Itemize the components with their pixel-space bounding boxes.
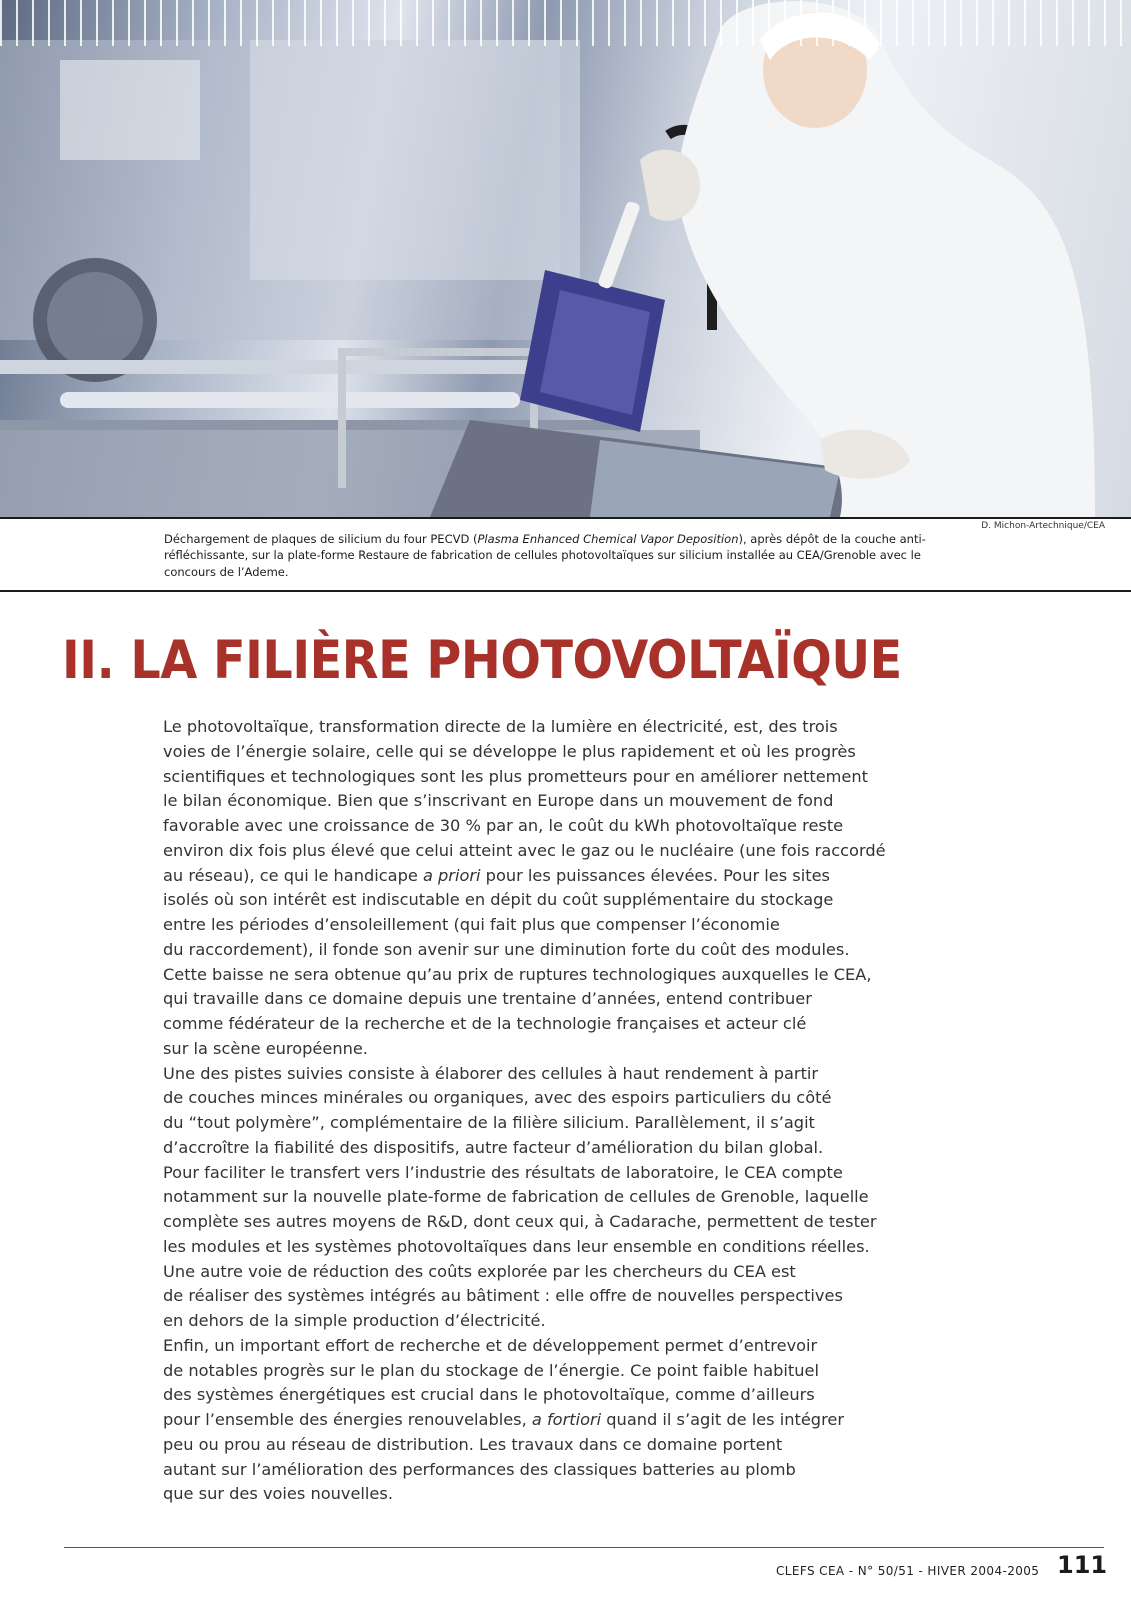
body-line: le bilan économique. Bien que s’inscrivant en Europe dans un mouvement de fond — [163, 791, 834, 811]
photo-caption — [164, 531, 944, 580]
body-line: qui travaille dans ce domaine depuis une trentaine d’années, entend contribuer — [163, 989, 812, 1009]
caption-text-italic: Plasma Enhanced Chemical Vapor Deposition — [477, 532, 739, 546]
body-line: en dehors de la simple production d’électricité. — [163, 1311, 546, 1330]
body-line: Une des pistes suivies consiste à élaborer des cellules à haut rendement à partir — [163, 1063, 819, 1083]
body-line: au réseau), ce qui le handicape a priori pour les puissances élevées. Pour les sites — [163, 865, 830, 885]
photo-credit: D. Michon-Artechnique/CEA — [981, 521, 1105, 531]
caption-text-end: ), après dépôt de la couche anti-réfléchissante, sur la plate-forme Restaure de fabrication de cellules photovoltaïques sur silicium installée au CEA/Grenoble avec le concours de l’Ademe. — [164, 532, 926, 579]
body-line: isolés où son intérêt est indiscutable en dépit du coût supplémentaire du stockage — [163, 890, 834, 910]
body-line: pour l’ensemble des énergies renouvelables, a fortiori quand il s’agit de les intégrer — [163, 1410, 844, 1429]
body-line: Pour faciliter le transfert vers l’industrie des résultats de laboratoire, le CEA compte — [163, 1162, 843, 1182]
body-line: scientifiques et technologiques sont les plus prometteurs pour en améliorer nettement — [163, 766, 868, 786]
photo-illustration — [0, 0, 1131, 517]
header-photo — [0, 0, 1131, 517]
body-line: entre les périodes d’ensoleillement (qui fait plus que compenser l’économie — [163, 915, 780, 934]
body-line: Enfin, un important effort de recherche et de développement permet d’entrevoir — [163, 1335, 818, 1355]
decorative-tick-strip — [0, 0, 1131, 46]
body-line: sur la scène européenne. — [163, 1038, 368, 1058]
body-line: voies de l’énergie solaire, celle qui se développe le plus rapidement et où les progrès — [163, 741, 856, 761]
body-line: peu ou prou au réseau de distribution. Les travaux dans ce domaine portent — [163, 1434, 783, 1454]
body-line: de couches minces minérales ou organiques, avec des espoirs particuliers du côté — [163, 1088, 832, 1108]
body-line: les modules et les systèmes photovoltaïques dans leur ensemble en conditions réelles. — [163, 1236, 870, 1256]
body-line: Une autre voie de réduction des coûts explorée par les chercheurs du CEA est — [163, 1261, 796, 1281]
body-line: que sur des voies nouvelles. — [163, 1484, 393, 1504]
article-body — [163, 715, 923, 1507]
footer-divider — [64, 1547, 1104, 1548]
body-line: d’accroître la fiabilité des dispositifs, autre facteur d’amélioration du bilan global. — [163, 1137, 824, 1157]
body-line: complète ses autres moyens de R&D, dont ceux qui, à Cadarache, permettent de tester — [163, 1212, 877, 1231]
body-line: Cette baisse ne sera obtenue qu’au prix de ruptures technologiques auxquelles le CEA, — [163, 964, 872, 984]
caption-text-start: Déchargement de plaques de silicium du four PECVD ( — [164, 532, 478, 546]
body-line: de réaliser des systèmes intégrés au bâtiment : elle offre de nouvelles perspectives — [163, 1286, 843, 1306]
body-line: Le photovoltaïque, transformation directe de la lumière en électricité, est, des trois — [163, 717, 838, 736]
body-line: autant sur l’amélioration des performances des classiques batteries au plomb — [163, 1459, 796, 1479]
body-line: du “tout polymère”, complémentaire de la filière silicium. Parallèlement, il s’agit — [163, 1113, 815, 1132]
page-number: 111 — [1057, 1551, 1108, 1579]
publication-info: CLEFS CEA - N° 50/51 - HIVER 2004-2005 — [776, 1564, 1040, 1578]
body-line: notamment sur la nouvelle plate-forme de fabrication de cellules de Grenoble, laquelle — [163, 1187, 869, 1207]
body-line: favorable avec une croissance de 30 % par an, le coût du kWh photovoltaïque reste — [163, 816, 844, 835]
body-line: du raccordement), il fonde son avenir sur une diminution forte du coût des modules. — [163, 939, 850, 959]
italic-term: a fortiori — [531, 1410, 602, 1429]
body-line: des systèmes énergétiques est crucial dans le photovoltaïque, comme d’ailleurs — [163, 1385, 815, 1405]
body-line: de notables progrès sur le plan du stockage de l’énergie. Ce point faible habituel — [163, 1360, 819, 1380]
section-title: II. LA FILIÈRE PHOTOVOLTAÏQUE — [62, 630, 902, 691]
body-line: comme fédérateur de la recherche et de la technologie françaises et acteur clé — [163, 1014, 807, 1033]
italic-term: a priori — [422, 865, 481, 885]
photo-divider — [0, 517, 1131, 519]
body-line: environ dix fois plus élevé que celui atteint avec le gaz ou le nucléaire (une fois raccordé — [163, 840, 886, 860]
caption-divider — [0, 590, 1131, 592]
